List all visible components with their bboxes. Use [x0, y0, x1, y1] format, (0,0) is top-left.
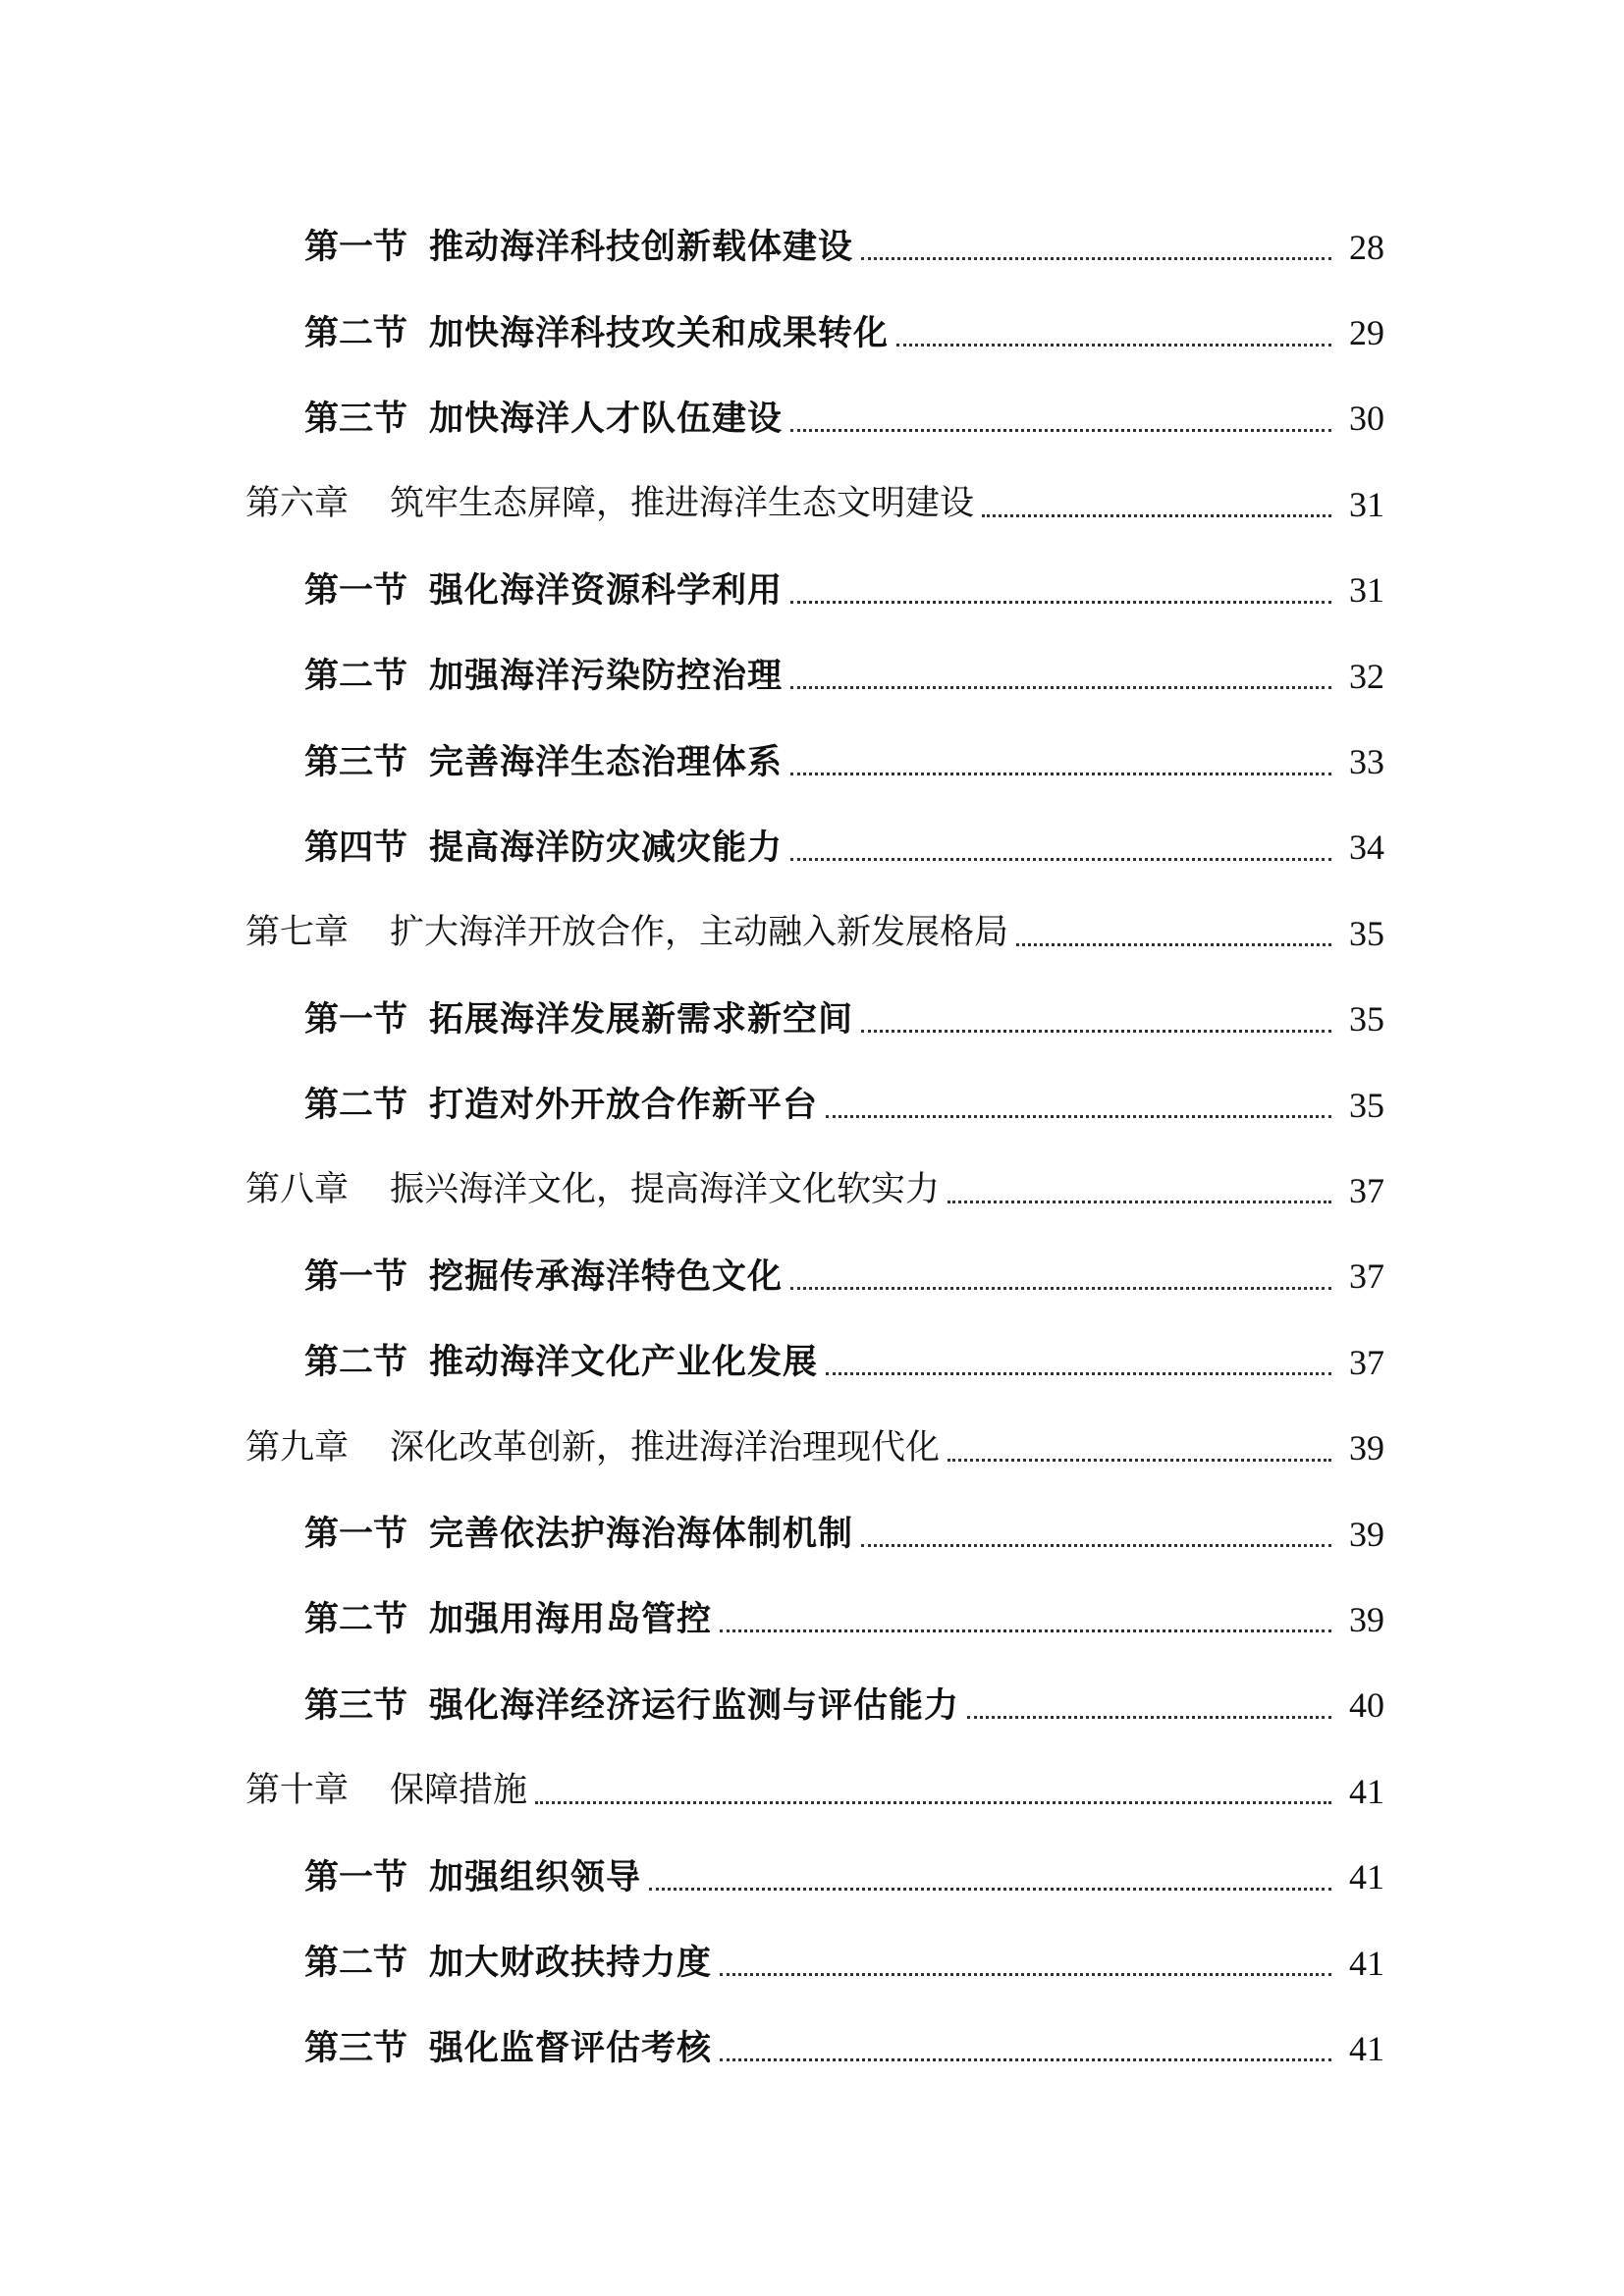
toc-entry-number: 第一节	[304, 1255, 408, 1297]
toc-entry-page: 34	[1349, 828, 1384, 868]
toc-entry-number: 第二节	[304, 312, 408, 353]
dot-leader	[1016, 943, 1331, 946]
dot-leader	[790, 601, 1331, 604]
toc-entry-page: 41	[1349, 1771, 1384, 1811]
toc-entry-number: 第一节	[304, 569, 408, 611]
toc-entry-number: 第六章	[245, 484, 350, 524]
toc-entry-number: 第二节	[304, 1342, 408, 1383]
toc-entry-title: 加强组织领导	[429, 1856, 642, 1897]
dot-leader	[861, 257, 1331, 260]
toc-entry[interactable]	[0, 633, 1624, 719]
toc-entry-page: 39	[1349, 1599, 1384, 1639]
toc-entry-title: 加强用海用岛管控	[429, 1599, 713, 1640]
toc-entry-number: 第四节	[304, 827, 408, 868]
toc-entry-page: 32	[1349, 656, 1384, 696]
toc-entry[interactable]	[0, 1663, 1624, 1748]
toc-entry-number: 第二节	[304, 1085, 408, 1126]
dot-leader	[861, 1544, 1331, 1547]
toc-entry-title: 强化海洋经济运行监测与评估能力	[429, 1684, 960, 1726]
toc-chapter-entry[interactable]	[0, 1405, 1624, 1490]
toc-entry[interactable]	[0, 1920, 1624, 2005]
toc-entry[interactable]	[0, 977, 1624, 1062]
toc-entry-title: 完善依法护海治海体制机制	[429, 1514, 854, 1555]
dot-leader	[947, 1459, 1331, 1462]
toc-entry[interactable]	[0, 204, 1624, 290]
toc-entry-number: 第三节	[304, 1684, 408, 1726]
dot-leader	[826, 1372, 1331, 1375]
toc-entry-number: 第七章	[245, 913, 350, 953]
dot-leader	[790, 773, 1331, 775]
toc-entry-number: 第一节	[304, 1856, 408, 1897]
toc-entry-page: 39	[1349, 1428, 1384, 1468]
dot-leader	[720, 2058, 1331, 2061]
toc-chapter-entry[interactable]	[0, 890, 1624, 976]
toc-entry[interactable]	[0, 1834, 1624, 1919]
toc-entry-page: 28	[1349, 227, 1384, 267]
table-of-contents	[0, 204, 1624, 2092]
toc-entry[interactable]	[0, 1062, 1624, 1148]
toc-entry[interactable]	[0, 2005, 1624, 2091]
dot-leader	[790, 429, 1331, 432]
toc-entry-page: 41	[1349, 2028, 1384, 2068]
toc-entry-page: 39	[1349, 1514, 1384, 1554]
toc-entry-number: 第二节	[304, 656, 408, 697]
toc-entry-page: 35	[1349, 999, 1384, 1040]
toc-entry-page: 37	[1349, 1256, 1384, 1297]
toc-chapter-entry[interactable]	[0, 1748, 1624, 1834]
toc-entry[interactable]	[0, 548, 1624, 633]
toc-entry-page: 33	[1349, 742, 1384, 782]
toc-entry-title: 加快海洋人才队伍建设	[429, 398, 784, 439]
dot-leader	[826, 1115, 1331, 1118]
toc-entry-title: 筑牢生态屏障，推进海洋生态文明建设	[390, 484, 975, 524]
toc-entry[interactable]	[0, 1491, 1624, 1576]
toc-entry-title: 保障措施	[390, 1771, 528, 1811]
toc-entry[interactable]	[0, 719, 1624, 804]
toc-entry-page: 40	[1349, 1685, 1384, 1726]
toc-entry-page: 29	[1349, 313, 1384, 353]
dot-leader	[861, 1030, 1331, 1033]
toc-entry-number: 第三节	[304, 741, 408, 782]
toc-entry-page: 35	[1349, 1085, 1384, 1125]
toc-entry-number: 第九章	[245, 1427, 350, 1468]
toc-entry-title: 强化监督评估考核	[429, 2028, 713, 2069]
toc-entry-number: 第二节	[304, 1943, 408, 1983]
toc-entry-title: 扩大海洋开放合作，主动融入新发展格局	[390, 913, 1009, 953]
dot-leader	[896, 344, 1331, 347]
toc-entry-title: 加快海洋科技攻关和成果转化	[429, 312, 890, 353]
dot-leader	[649, 1888, 1331, 1891]
toc-entry-title: 振兴海洋文化，提高海洋文化软实力	[390, 1170, 941, 1210]
dot-leader	[790, 686, 1331, 689]
dot-leader	[790, 1287, 1331, 1290]
toc-entry-title: 完善海洋生态治理体系	[429, 741, 784, 782]
toc-entry-number: 第一节	[304, 998, 408, 1040]
toc-entry-number: 第一节	[304, 1514, 408, 1555]
toc-entry-number: 第二节	[304, 1599, 408, 1640]
toc-chapter-entry[interactable]	[0, 461, 1624, 547]
dot-leader	[967, 1716, 1331, 1719]
toc-entry[interactable]	[0, 1576, 1624, 1662]
toc-entry[interactable]	[0, 376, 1624, 461]
dot-leader	[720, 1629, 1331, 1632]
toc-entry[interactable]	[0, 1234, 1624, 1319]
toc-entry-page: 41	[1349, 1943, 1384, 1983]
dot-leader	[790, 858, 1331, 861]
toc-entry-page: 35	[1349, 913, 1384, 953]
toc-entry-title: 推动海洋科技创新载体建设	[429, 227, 854, 268]
toc-entry-page: 37	[1349, 1170, 1384, 1210]
toc-entry-title: 打造对外开放合作新平台	[429, 1085, 819, 1126]
toc-entry-page: 30	[1349, 399, 1384, 439]
toc-entry[interactable]	[0, 1319, 1624, 1405]
dot-leader	[982, 514, 1331, 517]
toc-entry-title: 深化改革创新，推进海洋治理现代化	[390, 1427, 941, 1468]
toc-entry-page: 41	[1349, 1857, 1384, 1897]
toc-entry-number: 第一节	[304, 227, 408, 268]
dot-leader	[720, 1973, 1331, 1976]
toc-entry-number: 第十章	[245, 1771, 350, 1811]
toc-entry-page: 31	[1349, 570, 1384, 611]
toc-entry-number: 第八章	[245, 1170, 350, 1210]
toc-entry[interactable]	[0, 805, 1624, 890]
toc-entry-page: 37	[1349, 1342, 1384, 1382]
dot-leader	[535, 1801, 1331, 1804]
toc-entry-title: 推动海洋文化产业化发展	[429, 1342, 819, 1383]
toc-entry-title: 加强海洋污染防控治理	[429, 656, 784, 697]
toc-entry-title: 挖掘传承海洋特色文化	[429, 1255, 784, 1297]
dot-leader	[947, 1201, 1331, 1203]
toc-entry-title: 提高海洋防灾减灾能力	[429, 827, 784, 868]
toc-entry-number: 第三节	[304, 2028, 408, 2069]
toc-entry-title: 拓展海洋发展新需求新空间	[429, 998, 854, 1040]
toc-entry-title: 强化海洋资源科学利用	[429, 569, 784, 611]
toc-entry[interactable]	[0, 290, 1624, 375]
toc-entry-title: 加大财政扶持力度	[429, 1943, 713, 1983]
toc-entry-page: 31	[1349, 484, 1384, 524]
toc-entry-number: 第三节	[304, 398, 408, 439]
toc-chapter-entry[interactable]	[0, 1148, 1624, 1233]
